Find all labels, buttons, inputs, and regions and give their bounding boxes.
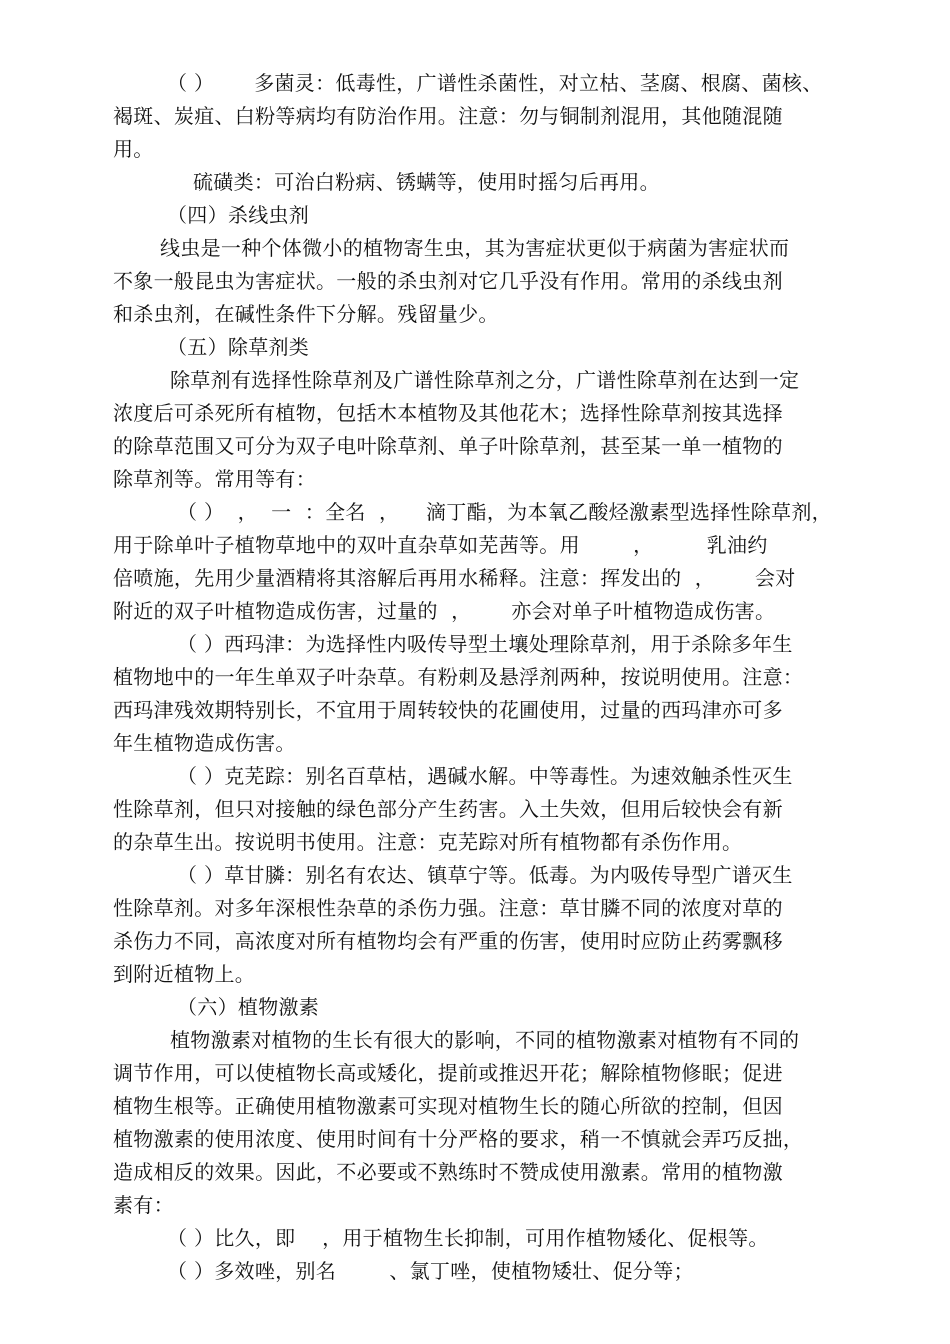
text-line: 杀伤力不同，高浓度对所有植物均会有严重的伤害，使用时应防止药雾飘移 xyxy=(113,929,783,953)
text-line: 和杀虫剂，在碱性条件下分解。残留量少。 xyxy=(113,302,499,326)
text-line: 植物地中的一年生单双子叶杂草。有粉刺及悬浮剂两种，按说明使用。注意： xyxy=(113,665,804,689)
text-line: 素有： xyxy=(113,1193,174,1217)
text-line: 性除草剂。对多年深根性杂草的杀伤力强。注意：草甘膦不同的浓度对草的 xyxy=(113,896,783,920)
text-line: 西玛津残效期特别长，不宜用于周转较快的花圃使用，过量的西玛津亦可多 xyxy=(113,698,783,722)
section-heading: （六）植物激素 xyxy=(177,995,320,1019)
text-line: 植物激素的使用浓度、使用时间有十分严格的要求，稍一不慎就会弄巧反拙， xyxy=(113,1127,804,1151)
text-line: 植物生根等。正确使用植物激素可实现对植物生长的随心所欲的控制，但因 xyxy=(113,1094,783,1118)
text-line: （ ） 多菌灵：低毒性，广谱性杀菌性，对立枯、茎腐、根腐、菌核、 xyxy=(167,71,823,95)
text-line: （ ）西玛津：为选择性内吸传导型土壤处理除草剂，用于杀除多年生 xyxy=(177,632,793,656)
text-line: 除草剂有选择性除草剂及广谱性除草剂之分，广谱性除草剂在达到一定 xyxy=(170,368,800,392)
text-line: 造成相反的效果。因此，不必要或不熟练时不赞成使用激素。常用的植物激 xyxy=(113,1160,783,1184)
text-line: （ ）克芜踪：别名百草枯，遇碱水解。中等毒性。为速效触杀性灭生 xyxy=(177,764,793,788)
text-line: 的除草范围又可分为双子电叶除草剂、单子叶除草剂，甚至某一单一植物的 xyxy=(113,434,783,458)
text-line: 的杂草生出。按说明书使用。注意：克芜踪对所有植物都有杀伤作用。 xyxy=(113,830,743,854)
text-line: 硫磺类：可治白粉病、锈螨等，使用时摇匀后再用。 xyxy=(193,170,660,194)
text-line: 浓度后可杀死所有植物，包括木本植物及其他花木；选择性除草剂按其选择 xyxy=(113,401,783,425)
section-heading: （四）杀线虫剂 xyxy=(167,203,310,227)
text-line: 到附近植物上。 xyxy=(113,962,256,986)
text-line: 附近的双子叶植物造成伤害，过量的 ， 亦会对单子叶植物造成伤害。 xyxy=(113,599,776,623)
text-line: 植物激素对植物的生长有很大的影响，不同的植物激素对植物有不同的 xyxy=(170,1028,800,1052)
text-line: 用于除单叶子植物草地中的双叶直杂草如芜茜等。用 ， 乳油约 xyxy=(113,533,768,557)
text-line: 不象一般昆虫为害症状。一般的杀虫剂对它几乎没有作用。常用的杀线虫剂 xyxy=(113,269,783,293)
text-line: （ ） ， 一 ：全名 ， 滴丁酯，为本氧乙酸烃激素型选择性除草剂， xyxy=(177,500,832,524)
text-line: 线虫是一种个体微小的植物寄生虫，其为害症状更似于病菌为害症状而 xyxy=(160,236,790,260)
text-line: 性除草剂，但只对接触的绿色部分产生药害。入土失效，但用后较快会有新 xyxy=(113,797,783,821)
text-line: （ ）草甘膦：别名有农达、镇草宁等。低毒。为内吸传导型广谱灭生 xyxy=(177,863,793,887)
section-heading: （五）除草剂类 xyxy=(167,335,310,359)
text-line: 调节作用，可以使植物长高或矮化，提前或推迟开花；解除植物修眠；促进 xyxy=(113,1061,783,1085)
text-line: （ ）多效唑，别名 、氯丁唑，使植物矮壮、促分等； xyxy=(167,1259,694,1283)
text-line: （ ）比久，即 ，用于植物生长抑制，可用作植物矮化、促根等。 xyxy=(167,1226,769,1250)
text-line: 倍喷施，先用少量酒精将其溶解后再用水稀释。注意：挥发出的 ， 会对 xyxy=(113,566,796,590)
text-line: 用。 xyxy=(113,137,154,161)
text-line: 除草剂等。常用等有： xyxy=(113,467,316,491)
text-line: 褐斑、炭疽、白粉等病均有防治作用。注意：勿与铜制剂混用，其他随混随 xyxy=(113,104,783,128)
text-line: 年生植物造成伤害。 xyxy=(113,731,296,755)
